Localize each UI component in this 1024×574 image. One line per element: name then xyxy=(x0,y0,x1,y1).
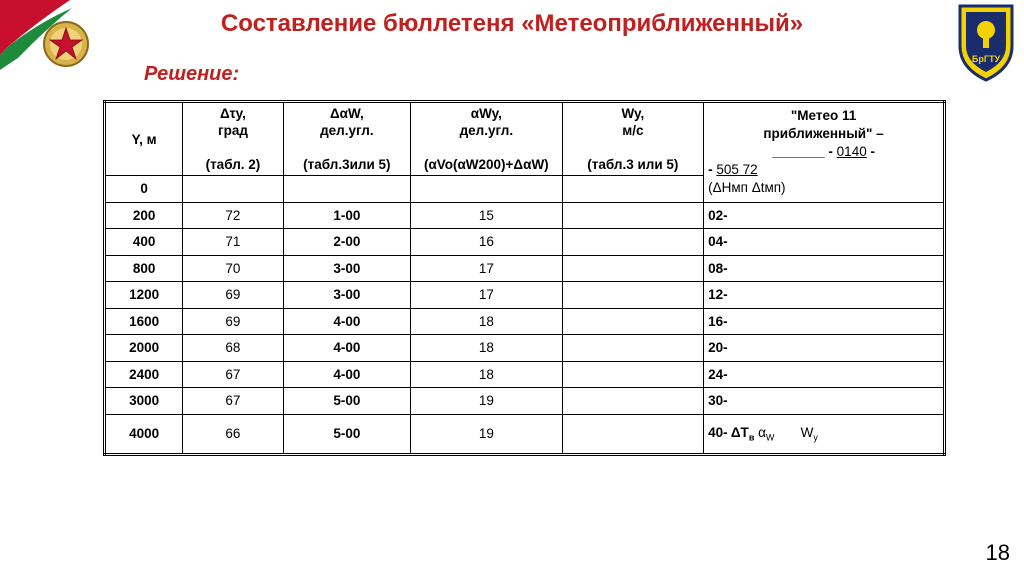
cell-wind-delta: 3-00 xyxy=(283,282,410,309)
table-row xyxy=(105,414,945,454)
cell-altitude: 200 xyxy=(105,202,183,229)
solution-label: Решение: xyxy=(144,63,240,85)
cell-wind-speed xyxy=(562,229,704,256)
cell-altitude: 1200 xyxy=(105,282,183,309)
cell-wind-speed xyxy=(562,388,704,415)
cell-meteo: 24- xyxy=(704,361,945,388)
table-row xyxy=(105,388,945,415)
page-number: 18 xyxy=(985,540,1010,565)
header-temp-deviation: Δτу, град (табл. 2) xyxy=(183,102,283,176)
cell-wind-dir: 17 xyxy=(411,255,563,282)
cell-wind-speed xyxy=(562,308,704,335)
emblem-text: БрГТУ xyxy=(971,54,1001,64)
cell-wind-dir: 16 xyxy=(411,229,563,256)
table-row xyxy=(105,282,945,309)
cell-wind-delta: 5-00 xyxy=(283,414,410,454)
cell-empty xyxy=(183,176,283,203)
cell-wind-dir: 18 xyxy=(411,361,563,388)
cell-wind-speed xyxy=(562,335,704,362)
bulletin-table-container xyxy=(103,100,946,456)
cell-temp: 69 xyxy=(183,308,283,335)
cell-altitude: 2000 xyxy=(105,335,183,362)
table-row xyxy=(105,335,945,362)
cell-wind-dir: 15 xyxy=(411,202,563,229)
cell-wind-delta: 4-00 xyxy=(283,361,410,388)
cell-wind-dir: 17 xyxy=(411,282,563,309)
cell-meteo: 30- xyxy=(704,388,945,415)
cell-wind-dir: 19 xyxy=(411,388,563,415)
cell-temp: 67 xyxy=(183,388,283,415)
cell-meteo: 08- xyxy=(704,255,945,282)
cell-wind-speed xyxy=(562,361,704,388)
cell-wind-speed xyxy=(562,202,704,229)
slide-title: Составление бюллетеня «Метеоприближенный» xyxy=(220,10,804,37)
cell-temp: 71 xyxy=(183,229,283,256)
cell-temp: 70 xyxy=(183,255,283,282)
cell-wind-speed xyxy=(562,255,704,282)
cell-wind-delta: 5-00 xyxy=(283,388,410,415)
cell-wind-speed xyxy=(562,282,704,309)
cell-temp: 67 xyxy=(183,361,283,388)
cell-altitude: 1600 xyxy=(105,308,183,335)
cell-wind-delta: 1-00 xyxy=(283,202,410,229)
cell-altitude: 400 xyxy=(105,229,183,256)
table-row xyxy=(105,361,945,388)
cell-wind-dir: 18 xyxy=(411,308,563,335)
cell-empty xyxy=(411,176,563,203)
table-row xyxy=(105,255,945,282)
header-wind-direction-delta: ΔαW, дел.угл. (табл.3или 5) xyxy=(283,102,410,176)
cell-meteo: 40- $\Delta Т_в$ $\alpha_W$ $W_y$ xyxy=(704,414,945,454)
cell-meteo: 16- xyxy=(704,308,945,335)
header-altitude: Y, м xyxy=(105,102,183,176)
cell-meteo: 12- xyxy=(704,282,945,309)
cell-wind-delta: 3-00 xyxy=(283,255,410,282)
cell-wind-dir: 18 xyxy=(411,335,563,362)
cell-temp: 68 xyxy=(183,335,283,362)
cell-wind-delta: 4-00 xyxy=(283,308,410,335)
cell-wind-speed xyxy=(562,414,704,454)
table-row xyxy=(105,229,945,256)
cell-temp: 72 xyxy=(183,202,283,229)
cell-altitude: 0 xyxy=(105,176,183,203)
cell-empty xyxy=(283,176,410,203)
cell-meteo: 02- xyxy=(704,202,945,229)
cell-altitude: 800 xyxy=(105,255,183,282)
header-wind-direction: αWy, дел.угл. (αVo(αW200)+ΔαW) xyxy=(411,102,563,176)
cell-wind-delta: 2-00 xyxy=(283,229,410,256)
cell-wind-dir: 19 xyxy=(411,414,563,454)
header-wind-speed: Wy, м/с (табл.3 или 5) xyxy=(562,102,704,176)
cell-temp: 69 xyxy=(183,282,283,309)
table-row xyxy=(105,202,945,229)
cell-altitude: 3000 xyxy=(105,388,183,415)
cell-altitude: 4000 xyxy=(105,414,183,454)
cell-empty xyxy=(562,176,704,203)
cell-meteo: 20- xyxy=(704,335,945,362)
cell-wind-delta: 4-00 xyxy=(283,335,410,362)
bulletin-table xyxy=(103,100,946,456)
header-meteo11: "Метео 11 приближенный" – _______ - 0140 - - 505 72 (ΔНмп Δtмп) xyxy=(704,102,945,203)
cell-temp: 66 xyxy=(183,414,283,454)
cell-altitude: 2400 xyxy=(105,361,183,388)
table-header-row xyxy=(105,102,945,176)
cell-meteo: 04- xyxy=(704,229,945,256)
table-row xyxy=(105,308,945,335)
